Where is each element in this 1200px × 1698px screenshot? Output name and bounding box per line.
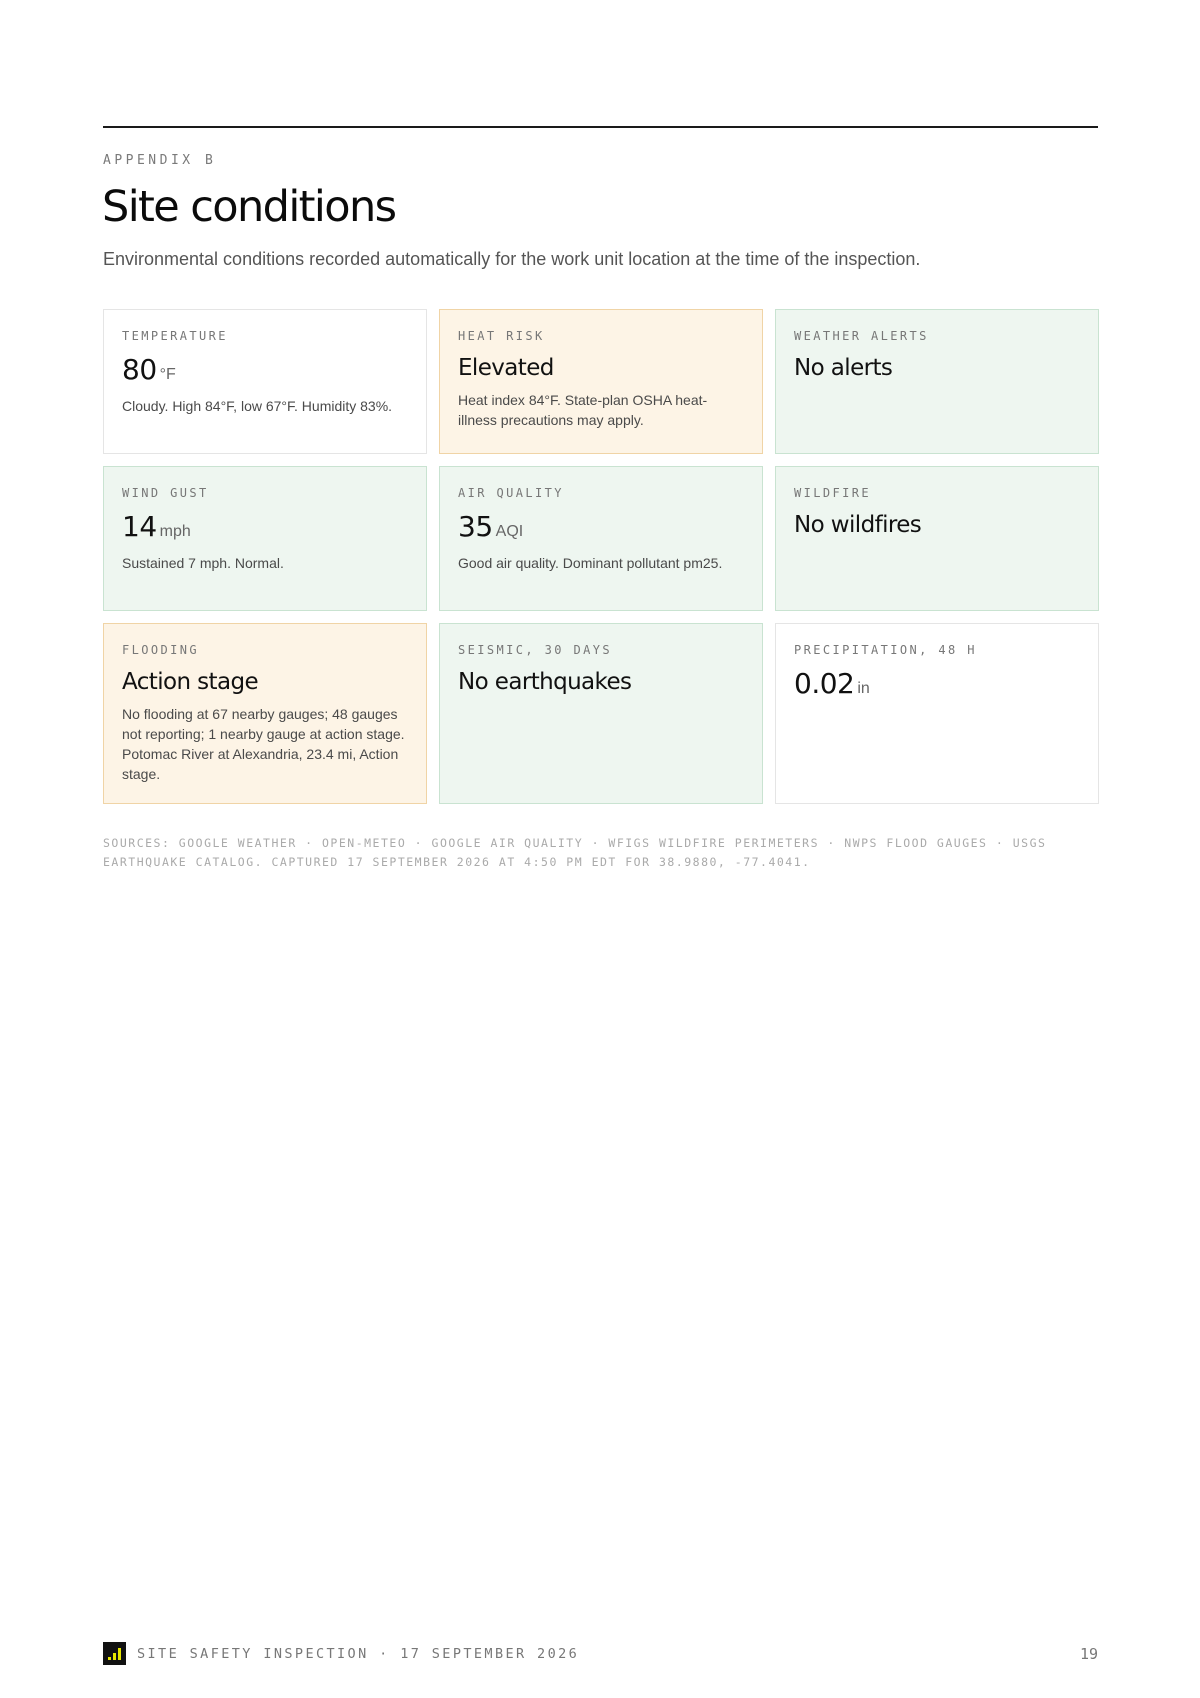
card-description: Heat index 84°F. State-plan OSHA heat-illness precautions may apply. xyxy=(458,392,708,428)
temperature-value: 80 xyxy=(122,353,157,386)
page-subtitle: Environmental conditions recorded automatically for the work unit location at the time of the inspection. xyxy=(103,249,921,269)
flooding-status: Action stage xyxy=(122,669,258,695)
card-value-row xyxy=(794,667,1080,700)
air-quality-value: 35 xyxy=(458,510,493,543)
weather-alerts-card xyxy=(775,309,1099,454)
precipitation-card xyxy=(775,623,1099,804)
card-description: No flooding at 67 nearby gauges; 48 gauges not reporting; 1 nearby gauge at action stage. Potomac River at Alexandria, 23.4 mi, Action stage. xyxy=(122,706,405,782)
air-quality-unit: AQI xyxy=(495,523,524,540)
wind-gust-card xyxy=(103,466,427,611)
card-value-row xyxy=(122,353,408,386)
card-description: Good air quality. Dominant pollutant pm25. xyxy=(458,555,723,571)
temperature-unit: °F xyxy=(159,366,176,383)
top-rule xyxy=(103,126,1098,128)
wildfire-status: No wildfires xyxy=(794,512,922,538)
temperature-card xyxy=(103,309,427,454)
sources-note: SOURCES: GOOGLE WEATHER · OPEN-METEO · GOOGLE AIR QUALITY · WFIGS WILDFIRE PERIMETERS · NWPS FLOOD GAUGES · USGS EARTHQUAKE CATALOG. CAPTURED 17 SEPTEMBER 2026 AT 4:50 PM EDT FOR 38.9880, -77.4041. xyxy=(103,836,1047,869)
appendix-label: APPENDIX B xyxy=(103,153,217,168)
weather-alerts-status: No alerts xyxy=(794,355,893,381)
card-label: FLOODING xyxy=(122,643,199,657)
bar-chart-logo-icon xyxy=(103,1642,126,1665)
wind-gust-value: 14 xyxy=(122,510,157,543)
card-value-row xyxy=(122,510,408,543)
card-description: Cloudy. High 84°F, low 67°F. Humidity 83%. xyxy=(122,398,393,414)
card-label: WIND GUST xyxy=(122,486,209,500)
heat-risk-card xyxy=(439,309,763,454)
card-description: Sustained 7 mph. Normal. xyxy=(122,555,284,571)
wildfire-card xyxy=(775,466,1099,611)
precipitation-value: 0.02 xyxy=(794,667,855,700)
seismic-card xyxy=(439,623,763,804)
card-label: WILDFIRE xyxy=(794,486,871,500)
card-label: HEAT RISK xyxy=(458,329,545,343)
page-number: 19 xyxy=(1079,1645,1098,1663)
card-label: TEMPERATURE xyxy=(122,329,228,343)
card-label: SEISMIC, 30 DAYS xyxy=(458,643,612,657)
conditions-grid xyxy=(103,309,1098,804)
precipitation-unit: in xyxy=(857,680,870,697)
card-label: AIR QUALITY xyxy=(458,486,564,500)
page-title: Site conditions xyxy=(102,182,396,232)
card-label: PRECIPITATION, 48 H xyxy=(794,643,977,657)
footer-document-title: SITE SAFETY INSPECTION · 17 SEPTEMBER 2026 xyxy=(137,1646,580,1662)
heat-risk-status: Elevated xyxy=(458,355,554,381)
wind-gust-unit: mph xyxy=(159,523,191,540)
air-quality-card xyxy=(439,466,763,611)
seismic-status: No earthquakes xyxy=(458,669,632,695)
flooding-card xyxy=(103,623,427,804)
card-value-row xyxy=(458,510,744,543)
page-footer xyxy=(103,1642,1098,1666)
card-label: WEATHER ALERTS xyxy=(794,329,929,343)
